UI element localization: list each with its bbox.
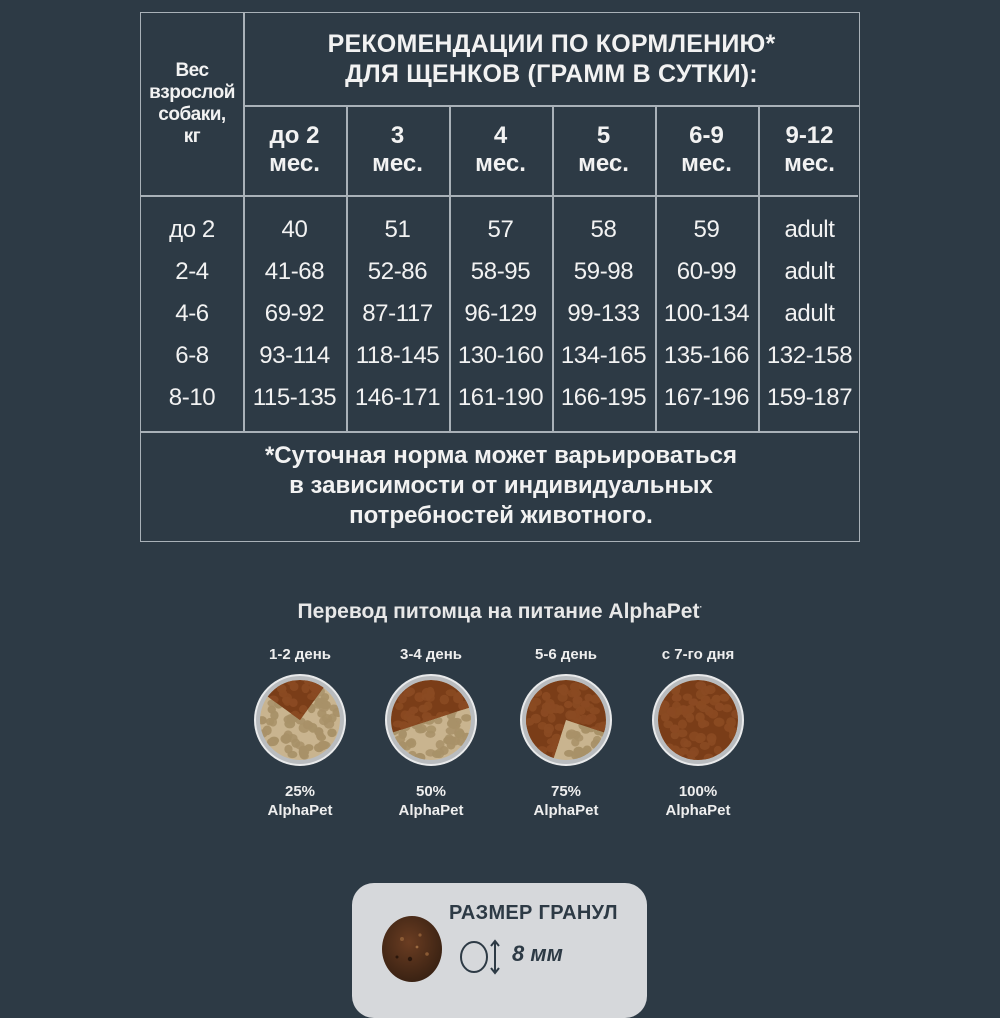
value-cell: 96-129 xyxy=(464,300,537,327)
value-cell: 135-166 xyxy=(663,342,750,369)
transition-step xyxy=(628,646,768,663)
granule-size-value: 8 мм xyxy=(512,941,563,966)
value-cell: 60-99 xyxy=(676,258,737,285)
value-cell: 51 xyxy=(384,216,411,243)
value-cell: 100-134 xyxy=(663,300,750,327)
granule-size-card xyxy=(352,883,647,1018)
table-title xyxy=(243,13,860,105)
step-percent: 75% xyxy=(550,783,582,800)
step-brand: AlphaPet xyxy=(533,802,599,819)
value-cell: 57 xyxy=(487,216,514,243)
transition-step xyxy=(230,646,370,663)
step-brand: AlphaPet xyxy=(665,802,731,819)
footnote-line: *Суточная норма может варьироваться xyxy=(264,442,738,469)
table-title-line1: РЕКОМЕНДАЦИИ ПО КОРМЛЕНИЮ* xyxy=(327,30,776,58)
value-cell: 146-171 xyxy=(354,384,441,411)
value-cell: 166-195 xyxy=(560,384,647,411)
value-cell: adult xyxy=(784,258,835,285)
age-header: до 2 мес. xyxy=(269,122,320,177)
step-day-label: 1-2 день xyxy=(269,646,331,663)
value-cell: 134-165 xyxy=(560,342,647,369)
transition-title-text: Перевод питомца на питание xyxy=(297,600,603,623)
weight-cell: 4-6 xyxy=(175,300,209,327)
weight-cell: 2-4 xyxy=(175,258,209,285)
step-day-label: 5-6 день xyxy=(535,646,597,663)
transition-title xyxy=(0,600,1000,624)
age-header: 3 мес. xyxy=(372,122,423,177)
value-cell: 159-187 xyxy=(766,384,853,411)
step-day-label: с 7-го дня xyxy=(661,646,735,663)
value-cell: adult xyxy=(784,300,835,327)
transition-step xyxy=(496,646,636,663)
weight-cell: 6-8 xyxy=(175,342,209,369)
weight-cell: 8-10 xyxy=(168,384,216,411)
value-cell: 99-133 xyxy=(567,300,640,327)
value-cell: 132-158 xyxy=(766,342,853,369)
value-cell: 130-160 xyxy=(457,342,544,369)
weight-header: Вес взрослой собаки, кг xyxy=(149,60,235,147)
step-percent: 25% xyxy=(284,783,316,800)
age-header: 6-9 мес. xyxy=(681,122,732,177)
step-brand: AlphaPet xyxy=(267,802,333,819)
transition-step xyxy=(361,646,501,663)
feeding-table xyxy=(140,12,860,542)
table-divider xyxy=(141,195,858,197)
step-day-label: 3-4 день xyxy=(400,646,462,663)
age-header: 9-12 мес. xyxy=(784,122,835,177)
footnote xyxy=(141,431,861,541)
footnote-line: потребностей животного. xyxy=(349,502,653,529)
age-header: 4 мес. xyxy=(475,122,526,177)
step-percent: 100% xyxy=(678,783,718,800)
kibble-icon xyxy=(372,909,452,989)
step-share xyxy=(496,782,636,820)
value-cell: 93-114 xyxy=(259,342,330,369)
granule-size-title: РАЗМЕР ГРАНУЛ xyxy=(449,902,618,924)
diameter-icon xyxy=(457,937,507,977)
step-share xyxy=(361,782,501,820)
value-cell: 167-196 xyxy=(663,384,750,411)
food-bowl xyxy=(650,672,746,768)
value-cell: 58 xyxy=(590,216,617,243)
food-bowl xyxy=(518,672,614,768)
value-cell: 41-68 xyxy=(264,258,325,285)
value-cell: 59 xyxy=(693,216,720,243)
value-cell: 59-98 xyxy=(573,258,634,285)
brand-name: AlphaPet· xyxy=(608,600,703,623)
food-bowl xyxy=(383,672,479,768)
food-bowl xyxy=(252,672,348,768)
weight-cell: до 2 xyxy=(169,216,215,243)
step-brand: AlphaPet xyxy=(398,802,464,819)
value-cell: 69-92 xyxy=(264,300,325,327)
value-cell: 40 xyxy=(281,216,308,243)
value-cell: 58-95 xyxy=(470,258,531,285)
step-percent: 50% xyxy=(415,783,447,800)
value-cell: 118-145 xyxy=(355,342,440,369)
value-cell: 115-135 xyxy=(252,384,337,411)
table-title-line2: ДЛЯ ЩЕНКОВ (ГРАММ В СУТКИ): xyxy=(345,60,758,88)
age-header: 5 мес. xyxy=(578,122,629,177)
value-cell: adult xyxy=(784,216,835,243)
footnote-line: в зависимости от индивидуальных xyxy=(289,472,713,499)
step-share xyxy=(628,782,768,820)
value-cell: 161-190 xyxy=(457,384,544,411)
value-cell: 52-86 xyxy=(367,258,428,285)
brand-mark: · xyxy=(699,602,703,612)
step-share xyxy=(230,782,370,820)
value-cell: 87-117 xyxy=(362,300,433,327)
